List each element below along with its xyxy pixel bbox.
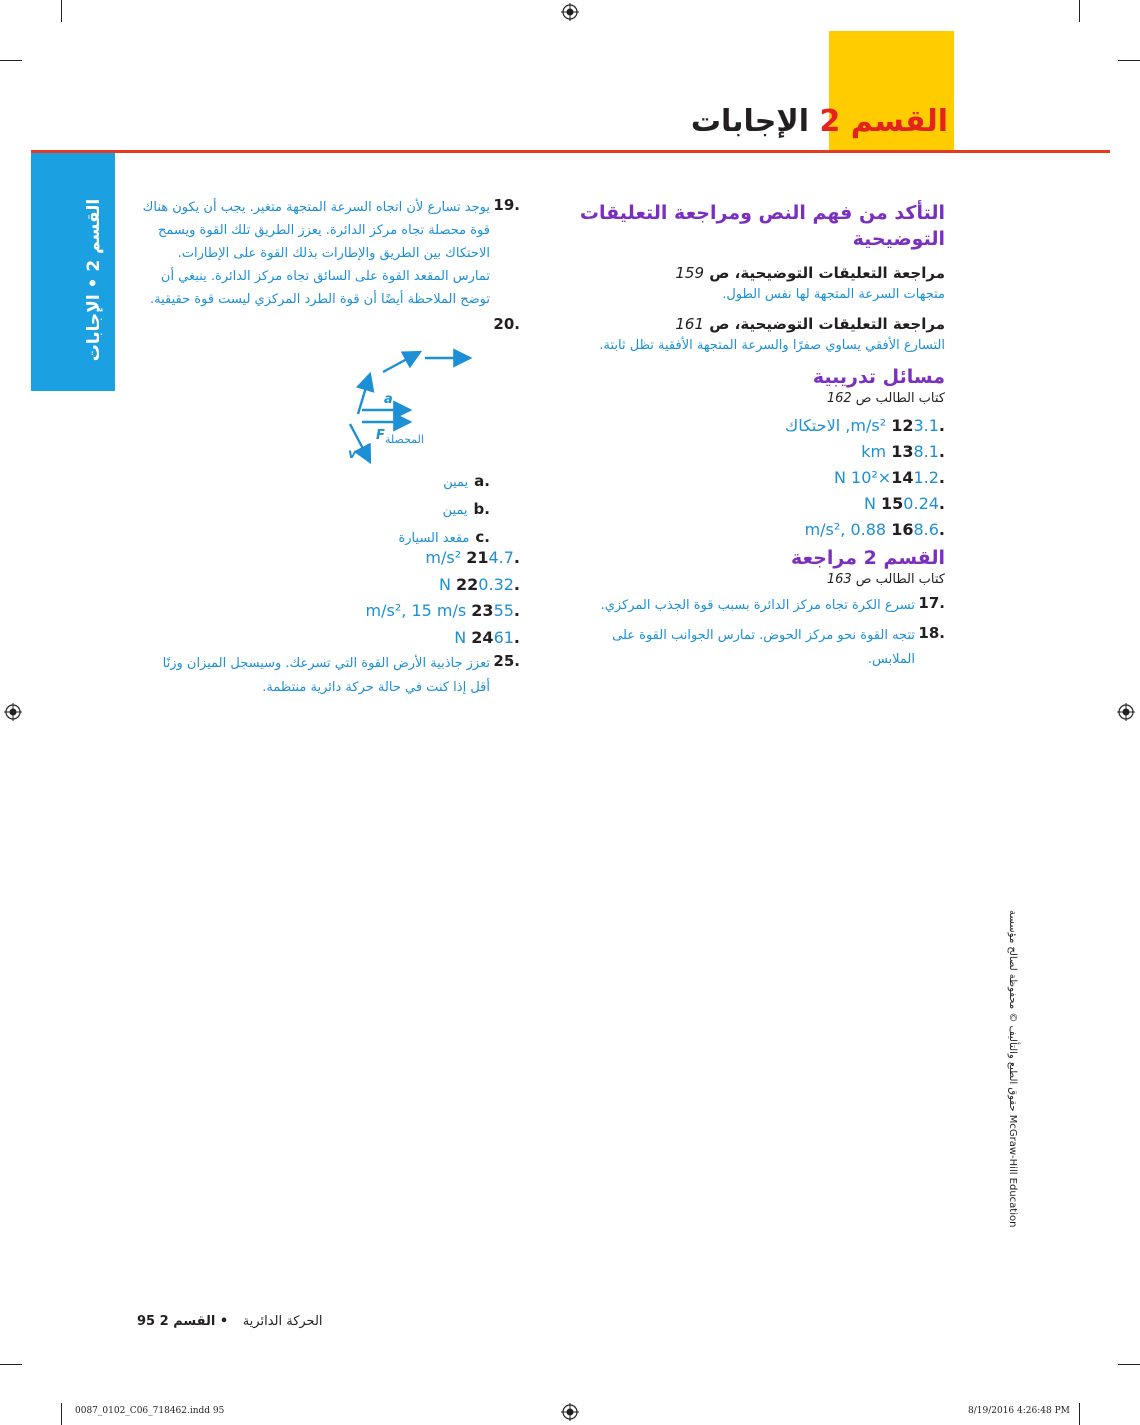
section-heading: التأكد من فهم النص ومراجعة التعليقات التوضيحية [579,202,945,250]
answer-row [140,598,520,625]
footer-bullet: • [219,1314,229,1329]
crop-mark [1079,1403,1080,1425]
question-number: .25 [493,652,520,670]
registration-mark-icon [4,703,22,721]
registration-mark-icon [561,3,579,21]
header-rule [31,150,1110,153]
item-text: تتجه القوة نحو مركز الحوض. تمارس الجوانب القوة على الملابس. [612,628,915,667]
review-heading-1 [570,262,945,284]
crop-mark [1079,0,1080,22]
answer-row [570,413,945,439]
review-title: مراجعة التعليقات التوضيحية، ص [709,264,945,282]
answer-row [570,439,945,465]
velocity-arrow [358,374,370,414]
crop-mark [1118,60,1140,61]
ref-text: كتاب الطالب ص [855,391,945,406]
page-number: 95 [137,1314,156,1329]
crop-mark [0,60,22,61]
sub-answer [140,496,490,524]
diagram-label-a: a [384,392,393,407]
question-text: يوجد تسارع لأن اتجاه السرعة المتجهة متغير. يجب أن يكون هناك قوة محصلة تجاه مركز الدائرة. يعزز الطريق تلك القوة ويسمح الاحتكاك بين الطريق والإطارات بذلك القوة على الإطارات. تمارس المقعد القوة على السائق تجاه مركز الدائرة. ينبغي أن توضح الملاحظة أيضًا أن قوة الطرد المركزي ليست قوة حقيقية. [142,200,490,307]
left-column [140,196,520,337]
answer-value: 3.1 m/s², الاحتكاك [785,416,939,435]
question-20 [140,315,520,337]
crop-mark [0,1364,22,1365]
sub-answer [140,468,490,496]
copyright-notice: حقوق الطبع والتأليف © محفوظة لصالح مؤسسة McGraw-Hill Education [1007,910,1018,1228]
slug-file: 0087_0102_C06_718462.indd 95 [75,1406,225,1416]
section-label: القسم [850,104,948,139]
practice-heading: مسائل تدريبية [812,366,945,388]
review-item [570,624,945,672]
question-25 [140,652,520,700]
review-title: مراجعة التعليقات التوضيحية، ص [709,315,945,333]
diagram-label-v: v [348,447,357,462]
registration-mark-icon [561,1403,579,1421]
answer-row [570,491,945,517]
review-page: 159 [675,264,705,282]
diagram-label-F-sub: المحصلة [385,433,424,446]
footer-topic: الحركة الدائرية [242,1314,323,1329]
page-title [691,104,948,139]
sub-text: يمين [443,475,469,490]
item-text: تسرع الكرة تجاه مركز الدائرة بسبب قوة الجذب المركزي. [600,598,915,613]
answer-row [570,465,945,491]
answer-value: 4.7 m/s² [425,548,514,567]
answer-row [140,545,520,572]
answer-number: .13 [891,442,945,461]
question-number: .19 [493,196,520,214]
review-heading-2 [570,313,945,335]
answer-row [140,572,520,599]
sub-text: مقعد السيارة [398,531,470,546]
review-page: 161 [675,315,705,333]
answer-number: .16 [891,520,945,539]
question-20-parts [140,468,490,552]
velocity-arrow [383,352,420,372]
answer-value: 0.24 N [863,494,939,513]
practice-ref [570,388,945,409]
crop-mark [61,0,62,22]
ref-text: كتاب الطالب ص [855,572,945,587]
question-19 [140,196,520,311]
review-text-2: التسارع الأفقي يساوي صفرًا والسرعة المتجهة الأفقية تظل ثابتة. [599,338,945,353]
answer-number: .22 [456,574,520,594]
practice-answers [570,413,945,543]
answer-value: 55 m/s², 15 m/s [365,601,514,620]
section-number: 2 [819,104,841,139]
answer-value: 1.2×10² N [833,468,939,487]
sub-letter: .a [474,472,490,490]
ref-page: 163 [826,572,852,587]
sub-letter: .b [473,500,490,518]
answer-number: .15 [881,494,945,513]
answer-value: 61 N [454,627,514,647]
answer-number: .24 [471,627,520,647]
registration-mark-icon [1117,703,1135,721]
sub-letter: .c [475,528,490,546]
force-diagram [340,342,480,467]
item-number: .18 [918,624,945,642]
page-footer [137,1314,323,1329]
question-text: تعزز جاذبية الأرض القوة التي تسرعك. وسيسجل الميزان وزنًا أقل إذا كنت في حالة حركة دائرية منتظمة. [162,656,490,695]
review-item [570,594,945,618]
review-text-1: متجهات السرعة المتجهة لها نفس الطول. [722,287,945,302]
slug-date: 8/19/2016 4:26:48 PM [968,1406,1070,1416]
review-section-heading: القسم 2 مراجعة [790,547,945,569]
review-items [570,594,945,672]
answer-number: .12 [891,416,945,435]
side-tab-text: القسم 2 • الإجابات [84,198,104,362]
ref-page: 162 [826,391,852,406]
item-number: .17 [918,594,945,612]
side-tab-wrapper [84,190,114,370]
answer-value: 8.1 km [861,442,939,461]
crop-mark [61,1403,62,1425]
answer-number: .14 [891,468,945,487]
question-number: .20 [493,315,520,333]
answer-row [140,625,520,652]
answer-number: .23 [471,601,520,620]
crop-mark [1118,1364,1140,1365]
diagram-label-F: F [376,428,385,443]
answer-number: .21 [466,548,520,567]
footer-section: القسم 2 [159,1314,216,1329]
right-column [570,200,945,678]
answer-value: 0.32 N [438,574,514,594]
sub-text: يمين [442,503,468,518]
title-text: الإجابات [690,104,810,139]
left-answers [140,545,520,651]
answer-value: 8.6 m/s², 0.88 [804,520,939,539]
review-section-ref [570,569,945,590]
answer-row [570,517,945,543]
